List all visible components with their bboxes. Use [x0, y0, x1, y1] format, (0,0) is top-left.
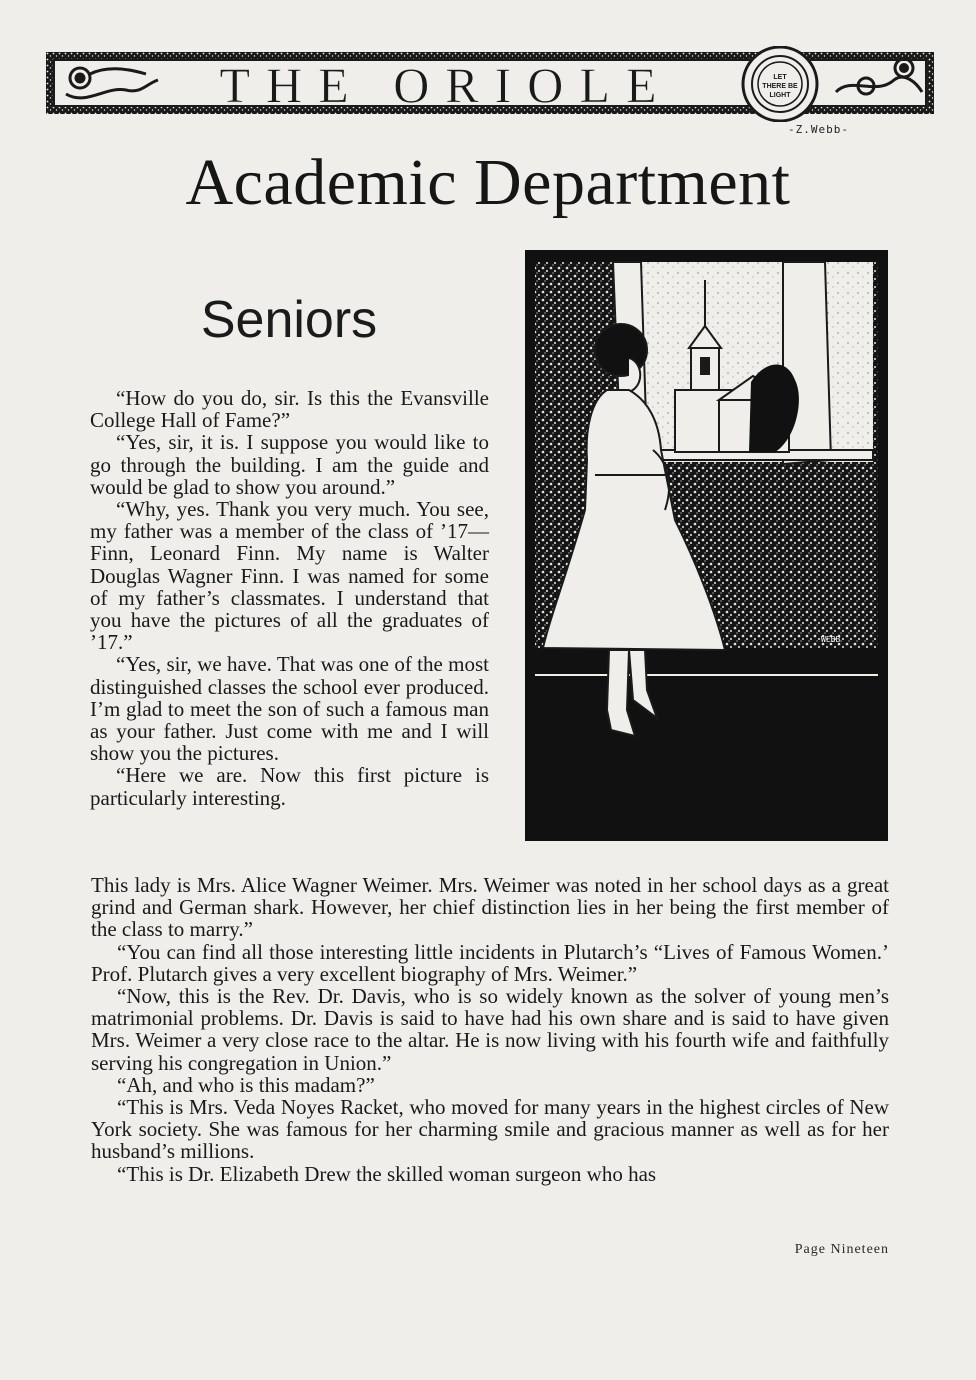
masthead-graphic: [46, 46, 934, 122]
illustrator-mark: WEBB: [821, 635, 841, 644]
page-number: Page Nineteen: [794, 1242, 889, 1257]
svg-text:LET: LET: [773, 74, 787, 81]
seniors-column-text: [90, 387, 489, 809]
paragraph: “This is Dr. Elizabeth Drew the skilled woman surgeon who has: [117, 1161, 657, 1186]
paragraph: “How do you do, sir. Is this the Evansville College Hall of Fame?”: [90, 386, 489, 433]
svg-text:LIGHT: LIGHT: [769, 92, 791, 99]
illustrator-signature: -Z.Webb-: [788, 123, 849, 136]
seniors-wide-text: [91, 874, 889, 1185]
paragraph: “Here we are. Now this first picture is particularly interesting.: [90, 763, 489, 810]
svg-text:THERE BE: THERE BE: [762, 83, 798, 90]
paragraph: “This is Mrs. Veda Noyes Racket, who moved for many years in the highest circles of New York society. She was famous for her charming smile and gracious manner as well as for her husband’s millions.: [91, 1095, 889, 1164]
paragraph: “Ah, and who is this madam?”: [117, 1072, 375, 1097]
section-title: Seniors: [200, 291, 378, 349]
window-illustration: [525, 250, 888, 841]
paragraph: “Why, yes. Thank you very much. You see, my father was a member of the class of ’17—Finn, Leonard Finn. My name is Walter Douglas Wagner Finn. I was named for some of my father’s classmates. I understand that you have the pictures of all the graduates of ’17.”: [90, 497, 489, 655]
paragraph: “You can find all those interesting little incidents in Plutarch’s “Lives of Famous Women.’ Prof. Plutarch gives a very excellent biography of Mrs. Weimer.”: [91, 939, 889, 986]
paragraph: “Now, this is the Rev. Dr. Davis, who is so widely known as the solver of young men’s matrimonial problems. Dr. Davis is said to have had his own share and is said to have given Mrs. Weimer a very close race to the altar. He is now living with his fourth wife and faithfully serving his congregation in Union.”: [91, 984, 889, 1075]
page-title: Academic Department: [185, 146, 791, 219]
paragraph: “Yes, sir, we have. That was one of the most distinguished classes the school ever produced. I’m glad to meet the son of such a famous man as your father. Just come with me and I will show you the pictures.: [90, 652, 489, 766]
masthead-banner: [46, 46, 934, 122]
college-seal: [743, 47, 817, 121]
paragraph: “Yes, sir, it is. I suppose you would like to go through the building. I am the guide and would be glad to show you around.”: [90, 430, 489, 499]
paragraph-continuation: This lady is Mrs. Alice Wagner Weimer. Mrs. Weimer was noted in her school days as a great grind and German shark. However, her chief distinction lies in her being the first member of the class to marry.”: [91, 873, 889, 942]
masthead-title: THE ORIOLE: [219, 57, 673, 113]
